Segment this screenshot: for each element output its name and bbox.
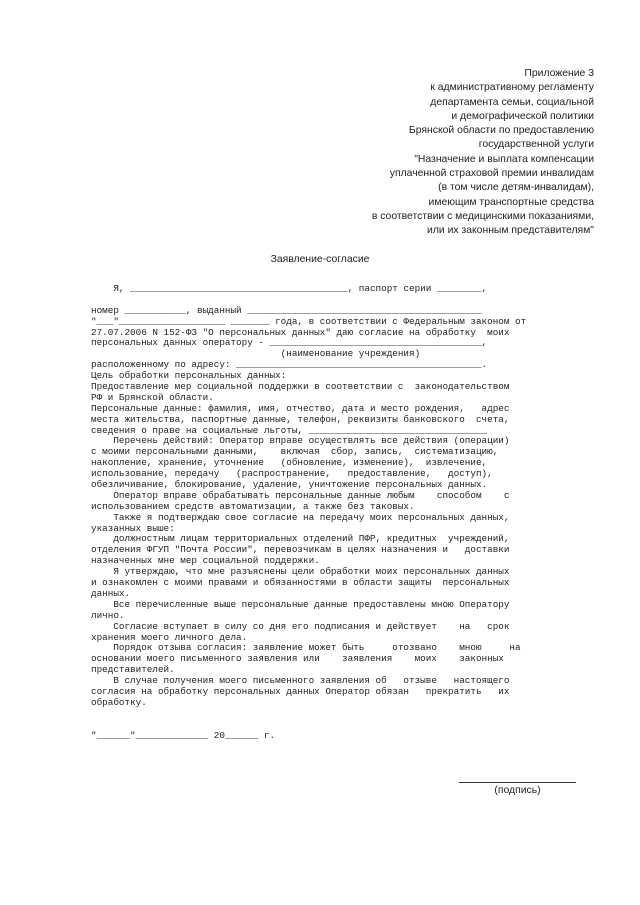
appendix-line: государственной услуги (478, 139, 594, 151)
body-line: лично. (91, 609, 125, 621)
appendix-line: имеющим транспортные средства (428, 196, 594, 208)
body-line: с моими персональными данными, включая сбор, запись, систематизацию, (91, 446, 499, 458)
body-line: и ознакомлен с моими правами и обязанностями в области защиты персональных (91, 577, 510, 589)
body-line: Перечень действий: Оператор вправе осуществлять все действия (операции) (91, 435, 510, 447)
body-line: представителей. (91, 664, 175, 676)
appendix-line: к административному регламенту (430, 82, 594, 94)
body-line: Я, _______________________________________, паспорт серии ________, (91, 283, 488, 294)
signature-label: (подпись) (494, 785, 541, 796)
appendix-line: уплаченной страховой премии инвалидам (389, 168, 594, 180)
body-line: согласия на обработку персональных данных Оператор обязан прекратить их (91, 685, 510, 697)
document-title: Заявление-согласие (270, 254, 370, 265)
body-line (91, 720, 581, 731)
body-line: номер ___________, выданный __________________________________________ (91, 304, 482, 316)
body-line: "______"_____________ 20______ г. (91, 729, 276, 741)
appendix-line: и демографической политики (451, 110, 594, 122)
body-line: назначенных мне мер социальной поддержки. (91, 555, 320, 567)
body-line: места жительства, паспортные данные, телефон, реквизиты банковского счета, (91, 413, 510, 425)
appendix-line: (в том числе детям-инвалидам), (438, 182, 594, 194)
body-line: "___"___________________ _______ года, в соответствии с Федеральным законом от (91, 315, 527, 327)
appendix-header (300, 67, 594, 239)
body-line: расположенному по адресу: ____________________________________________. (91, 359, 488, 371)
body-line: Я утверждаю, что мне разъяснены цели обработки моих персональных данных (91, 566, 510, 578)
body-line: (наименование учреждения) (91, 348, 421, 360)
body-line: обработку. (91, 696, 147, 708)
body-line: Все перечисленные выше персональные данные предоставлены мною Оператору (91, 598, 510, 610)
body-line: использование, передачу (распространение, предоставление, доступ), (91, 468, 493, 480)
appendix-line: департамента семьи, социальной (430, 96, 594, 108)
body-line: Порядок отзыва согласия: заявление может быть отозвано мною на (91, 642, 521, 654)
body-line: данных. (91, 587, 131, 599)
body-line: Персональные данные: фамилия, имя, отчество, дата и место рождения, адрес (91, 402, 510, 414)
appendix-line: Приложение 3 (524, 68, 594, 79)
body-line: Цель обработки персональных данных: (91, 370, 287, 382)
body-line: отделения ФГУП "Почта России", перевозчикам в целях назначения и доставки (91, 544, 510, 556)
body-line: использованием средств автоматизации, а также без таковых. (91, 500, 415, 512)
body-line (91, 709, 581, 720)
appendix-line: Брянской области по предоставлению (408, 125, 594, 137)
appendix-line: в соответствии с медицинскими показаниями, (371, 210, 594, 222)
body-line: персональных данных оператору - ______________________________________, (91, 337, 488, 349)
body-line: 27.07.2006 N 152-ФЗ "О персональных данных" даю согласие на обработку моих (91, 326, 510, 338)
body-line: основании моего письменного заявления или заявления моих законных (91, 653, 504, 665)
body-line: указанных выше: (91, 522, 175, 534)
body-line: В случае получения моего письменного заявления об отзыве настоящего (91, 675, 510, 687)
signature-line (459, 782, 576, 783)
body-line: Предоставление мер социальной поддержки в соответствии с законодательством (91, 381, 510, 393)
body-line: Согласие вступает в силу со дня его подписания и действует на срок (91, 620, 510, 632)
body-line: Также я подтверждаю свое согласие на передачу моих персональных данных, (91, 511, 510, 523)
document-body (91, 284, 581, 741)
body-line: Оператор вправе обрабатывать персональные данные любым способом с (91, 489, 510, 501)
body-line: хранения моего личного дела. (91, 631, 248, 643)
body-line: накопление, хранение, уточнение (обновление, изменение), извлечение, (91, 457, 488, 469)
body-line: сведения о праве на социальные льготы, ________________________________ (91, 424, 488, 436)
body-line: обезличивание, блокирование, удаление, уничтожение персональных данных. (91, 479, 488, 491)
appendix-line: "Назначение и выплата компенсации (414, 153, 594, 165)
body-line: РФ и Брянской области. (91, 391, 214, 403)
body-line: должностным лицам территориальных отделений ПФР, кредитных учреждений, (91, 533, 510, 545)
appendix-line: или их законным представителям" (427, 225, 594, 237)
